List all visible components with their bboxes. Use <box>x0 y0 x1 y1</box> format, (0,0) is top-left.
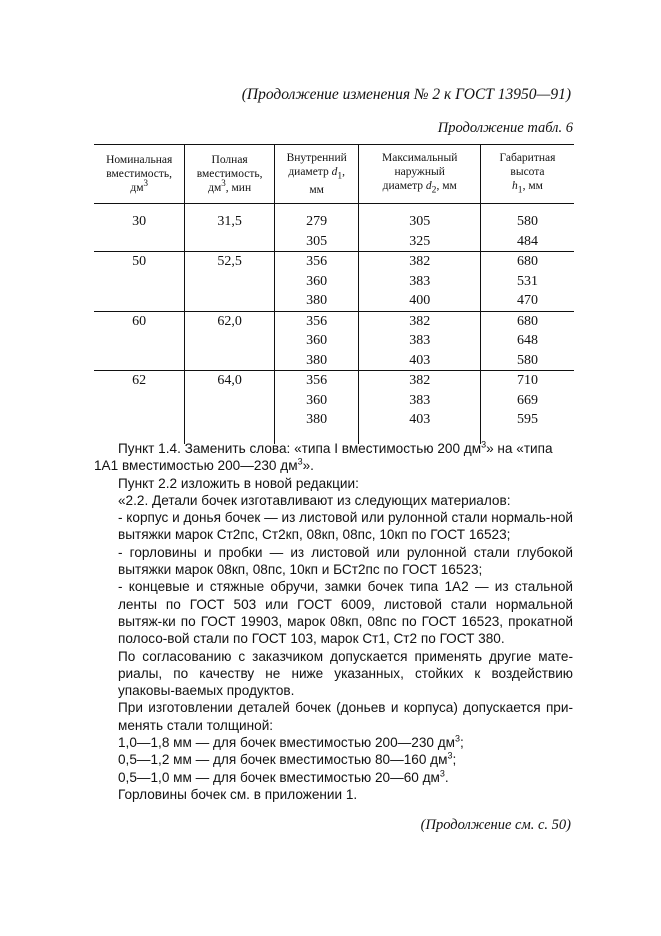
cell-inner: 356 360 380 <box>274 311 359 371</box>
paragraph-agreement: По согласованию с заказчиком допускается применять другие мате-риалы, по качеству не ниже указанных, стойких к воздействию упаковы-ваемых продуктов. <box>118 648 573 699</box>
body-text <box>94 439 573 803</box>
cell-inner: 279 305 <box>274 204 359 252</box>
table-row <box>94 311 574 371</box>
cell-height: 580 484 <box>480 204 574 252</box>
header-full-capacity: Полная вместимость, $дм^3$, мин <box>185 145 275 204</box>
cell-nominal: 30 <box>132 214 147 229</box>
table-caption: Продолжение табл. 6 <box>437 120 573 136</box>
table-header-row <box>94 145 574 204</box>
paragraph-2-2-intro: Пункт 2.2 изложить в новой редакции: <box>118 475 359 491</box>
cell-inner: 356 360 380 <box>274 371 359 444</box>
table-row <box>94 371 574 444</box>
cell-outer: 382 383 403 <box>359 371 481 444</box>
paragraph-hoops-material: - концевые и стяжные обручи, замки бочек типа 1А2 — из стальной ленты по ГОСТ 503 или ГОСТ 6009, листовой стали нормальной вытяж-ки по ГОСТ 19903, марок 08кп, 08пс по ГОСТ 16523, прокатной полосо-вой стали по ГОСТ 103, марок Ст1, Ст2 по ГОСТ 380. <box>118 579 573 647</box>
thickness-line-1: 1,0—1,8 мм — для бочек вместимостью 200—230 $дм^3$; <box>118 733 464 751</box>
page-header: (Продолжение изменения № 2 к ГОСТ 13950—91) <box>241 86 571 103</box>
cell-full: 64,0 <box>185 371 275 444</box>
cell-nominal: 62 <box>94 371 185 444</box>
paragraph-2-2: «2.2. Детали бочек изготавливают из следующих материалов: <box>118 492 511 508</box>
cell-inner: 356 360 380 <box>274 252 359 312</box>
paragraph-body-material: - корпус и донья бочек — из листовой или рулонной стали нормаль-ной вытяжки марок Ст2пс, Ст2кп, 08кп, 08пс, 10кп по ГОСТ 16523; <box>118 510 573 543</box>
header-outer-diameter: Максимальный наружный диаметр $d_2$, мм <box>359 145 481 204</box>
specs-table <box>94 144 574 444</box>
thickness-line-2: 0,5—1,2 мм — для бочек вместимостью 80—160 $дм^3$; <box>118 750 457 768</box>
cell-height: 680 531 470 <box>480 252 574 312</box>
cell-outer: 382 383 400 <box>359 252 481 312</box>
paragraph-thickness-intro: При изготовлении деталей бочек (доньев и корпуса) допускается при-менять стали толщиной: <box>118 700 573 733</box>
cell-outer: 305 325 <box>359 204 481 252</box>
cell-height: 710 669 595 <box>480 371 574 444</box>
paragraph-neck-material: - горловины и пробки — из листовой или рулонной стали глубокой вытяжки марок 08кп, 08пс, 10кп и БСт2пс по ГОСТ 16523; <box>118 544 573 578</box>
paragraph-necks: Горловины бочек см. в приложении 1. <box>118 786 358 802</box>
cell-nominal: 60 <box>94 311 185 371</box>
thickness-line-3: 0,5—1,0 мм — для бочек вместимостью 20—60 $дм^3$. <box>118 768 449 785</box>
cell-nominal: 50 <box>94 252 185 312</box>
cell-outer: 382 383 403 <box>359 311 481 371</box>
page-footer: (Продолжение см. с. 50) <box>420 817 571 833</box>
cell-full: 31,5 <box>185 204 275 252</box>
table-row <box>94 252 574 312</box>
cell-full: 52,5 <box>185 252 275 312</box>
cell-height: 680 648 580 <box>480 311 574 371</box>
cell-full: 62,0 <box>185 311 275 371</box>
header-overall-height: Габаритная высота $h_1$, мм <box>480 145 574 204</box>
paragraph-1-4: Пункт 1.4. Заменить слова: «типа I вместимостью 200 $дм^3$» на «типа <box>118 439 553 456</box>
paragraph-1-4-cont: 1A1 вместимостью 200—230 $дм^3$». <box>94 456 314 474</box>
header-nominal-capacity: Номинальная вместимость, $дм^3$ <box>94 145 185 204</box>
table-row <box>94 204 574 252</box>
header-inner-diameter: Внутренний диаметр $d_1$, мм <box>274 145 359 204</box>
